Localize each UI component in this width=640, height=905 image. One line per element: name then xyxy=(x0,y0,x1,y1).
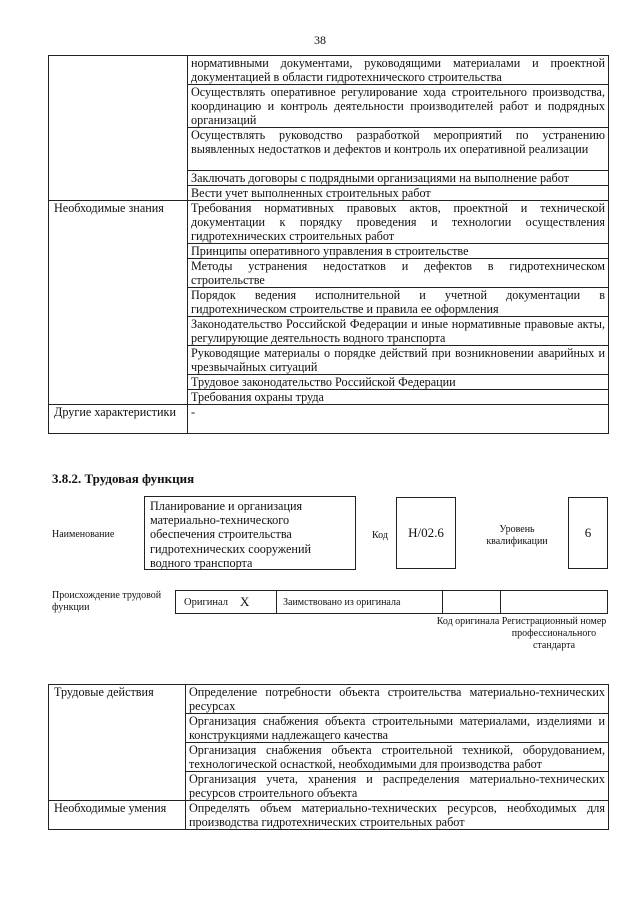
competency-table-top xyxy=(48,55,609,434)
list-item: Осуществлять руководство разработкой мероприятий по устранению выявленных недостатков и дефектов и контроль их оперативной реализации xyxy=(188,128,609,171)
row-label: Необходимые знания xyxy=(49,201,188,405)
level-label: Уровень квалификации xyxy=(486,524,548,547)
original-cell xyxy=(175,590,277,614)
original-label: Оригинал xyxy=(184,596,228,608)
function-name-box: Планирование и организация материально-технического обеспечения строительства гидротехнических сооружений водного транспорта xyxy=(144,496,356,570)
origin-row xyxy=(175,590,608,614)
row-label: Трудовые действия xyxy=(49,685,186,801)
code-label: Код xyxy=(372,530,388,541)
list-item: Заключать договоры с подрядными организациями на выполнение работ xyxy=(188,171,609,186)
original-mark: X xyxy=(240,594,250,609)
list-item: Осуществлять оперативное регулирование хода строительного производства, координацию и контроль деятельности производителей работ и подрядных организаций xyxy=(188,85,609,128)
list-item: Требования нормативных правовых актов, проектной и технической документации к порядку проведения и технологии осуществления гидротехнических строительных работ xyxy=(188,201,609,244)
reg-number-cell xyxy=(500,590,608,614)
table-row xyxy=(49,801,609,830)
qualification-level-box: 6 xyxy=(568,497,608,569)
function-code-box: H/02.6 xyxy=(396,497,456,569)
list-item: Организация учета, хранения и распределения материально-технических ресурсов строительного объекта xyxy=(186,772,609,801)
list-item: нормативными документами, руководящими материалами и проектной документацией в области гидротехнического строительства xyxy=(188,56,609,85)
competency-table-bottom xyxy=(48,684,609,830)
list-item: Принципы оперативного управления в строительстве xyxy=(188,244,609,259)
list-item: Организация снабжения объекта строительной техникой, оборудованием, технологической оснасткой, необходимыми для производства работ xyxy=(186,743,609,772)
list-item: Вести учет выполненных строительных работ xyxy=(188,186,609,201)
list-item: Определять объем материально-технических ресурсов, необходимых для производства гидротехнических строительных работ xyxy=(186,801,609,830)
borrowed-cell xyxy=(276,590,443,614)
table-row xyxy=(49,685,609,714)
borrowed-label: Заимствовано из оригинала xyxy=(283,596,401,608)
section-heading: 3.8.2. Трудовая функция xyxy=(52,471,195,486)
origin-code-cell xyxy=(442,590,501,614)
origin-code-caption: Код оригинала xyxy=(436,616,500,627)
reg-number-caption: Регистрационный номер профессионального стандарта xyxy=(501,616,607,651)
table-row xyxy=(49,405,609,434)
list-item: Трудовое законодательство Российской Федерации xyxy=(188,375,609,390)
origin-label: Происхождение трудовой функции xyxy=(52,590,162,613)
row-label: Другие характеристики xyxy=(49,405,188,434)
row-label xyxy=(49,56,188,201)
list-item: Определение потребности объекта строительства материально-технических ресурсах xyxy=(186,685,609,714)
name-label: Наименование xyxy=(52,529,115,540)
row-label: Необходимые умения xyxy=(49,801,186,830)
list-item: Организация снабжения объекта строительными материалами, изделиями и конструкциями надлежащего качества xyxy=(186,714,609,743)
list-item: Методы устранения недостатков и дефектов в гидротехническом строительстве xyxy=(188,259,609,288)
table-row xyxy=(49,201,609,244)
page-number: 38 xyxy=(314,33,326,47)
list-item: Законодательство Российской Федерации и иные нормативные правовые акты, регулирующие деятельность водного транспорта xyxy=(188,317,609,346)
list-item: Требования охраны труда xyxy=(188,390,609,405)
list-item: Порядок ведения исполнительной и учетной документации в гидротехническом строительстве и правила ее оформления xyxy=(188,288,609,317)
list-item: - xyxy=(188,405,609,434)
table-row xyxy=(49,56,609,85)
list-item: Руководящие материалы о порядке действий при возникновении аварийных и чрезвычайных ситуаций xyxy=(188,346,609,375)
